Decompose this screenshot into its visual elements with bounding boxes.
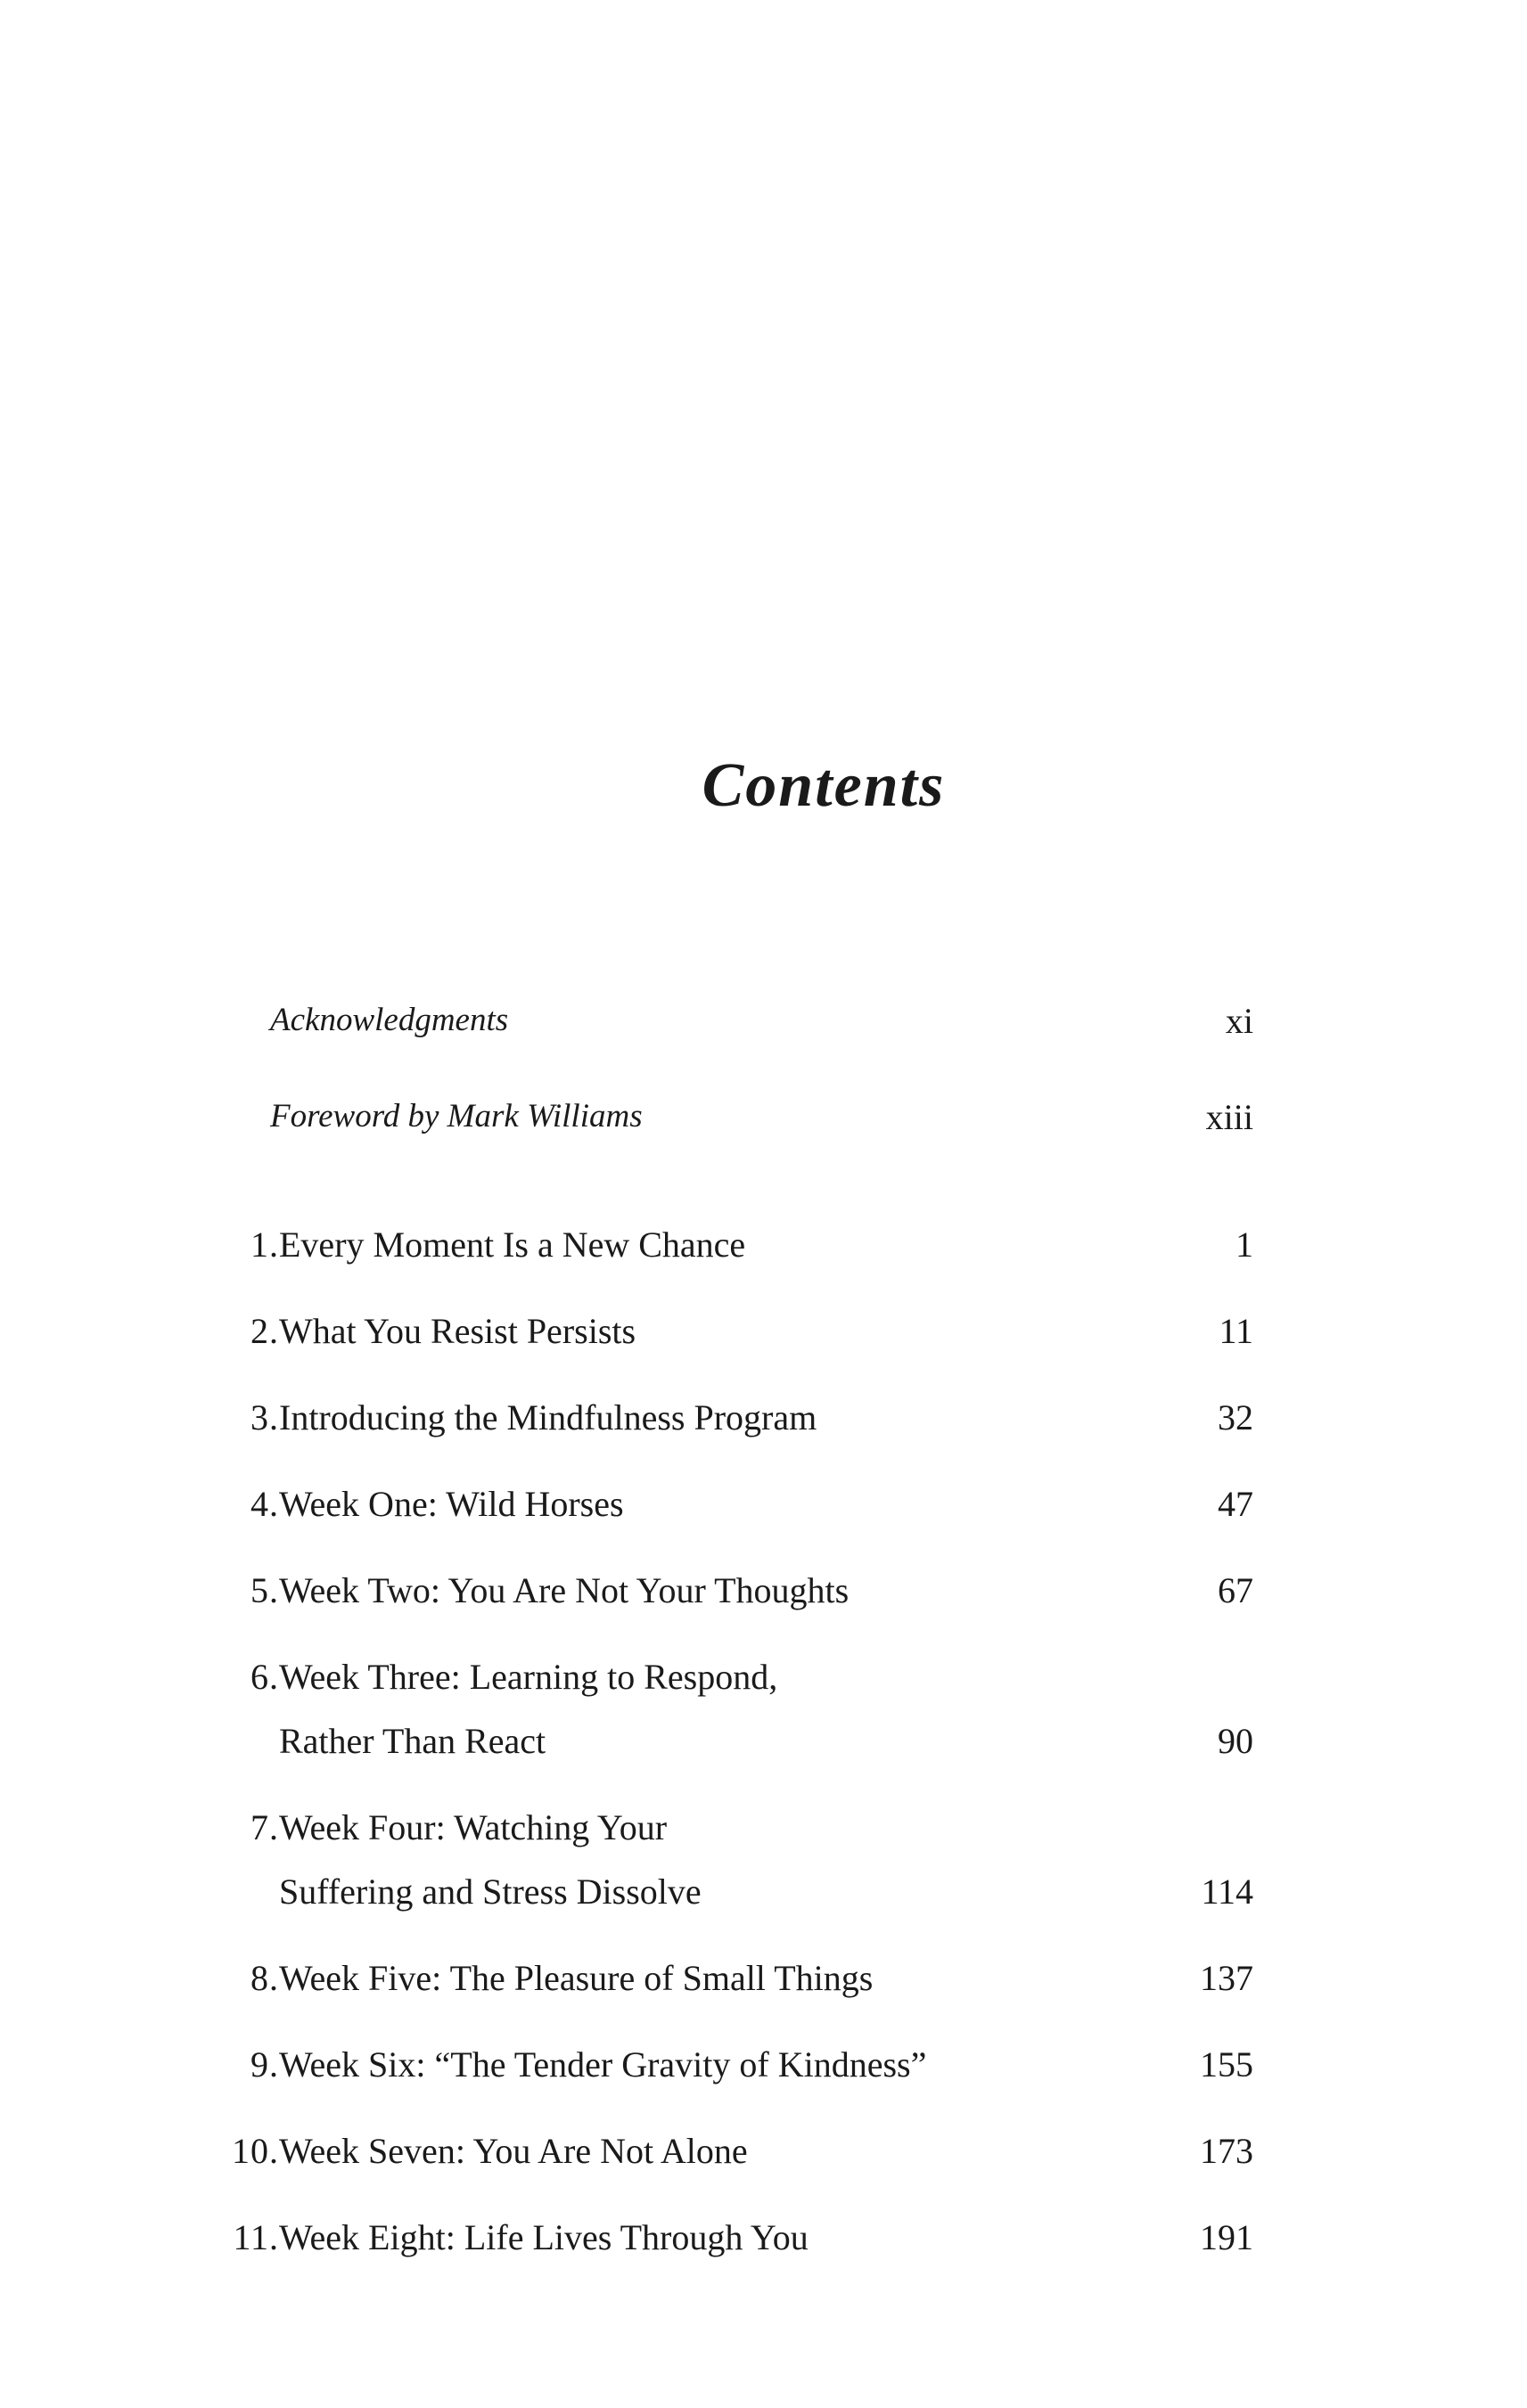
toc-entry-number: 10.	[232, 2131, 279, 2171]
toc-entry-title: Week Five: The Pleasure of Small Things	[279, 1958, 874, 1998]
toc-entry-page: 137	[1200, 1958, 1253, 1998]
toc-entry-page: 47	[1218, 1484, 1253, 1524]
toc-entry-page: 1	[1236, 1224, 1253, 1265]
toc-entry-page: 32	[1218, 1397, 1253, 1437]
toc-entry-title: Every Moment Is a New Chance	[279, 1224, 746, 1265]
toc-entry-page: 173	[1200, 2131, 1253, 2171]
toc-entry-title: What You Resist Persists	[279, 1311, 636, 1351]
toc-entry-title: Introducing the Mindfulness Program	[279, 1397, 817, 1437]
toc-entry-number: 9.	[250, 2044, 279, 2084]
toc-entry-title: Week Six: “The Tender Gravity of Kindness”	[279, 2044, 927, 2084]
toc-entry-title: Foreword by Mark Williams	[270, 1098, 643, 1134]
toc-entry-title: Acknowledgments	[270, 1002, 509, 1038]
toc-entry-number: 1.	[250, 1224, 279, 1265]
toc-entry-page: 90	[1218, 1721, 1253, 1761]
toc-entry-number: 6.	[250, 1657, 279, 1697]
toc-entry-title: Week Two: You Are Not Your Thoughts	[279, 1570, 850, 1610]
toc-entry-title: Week One: Wild Horses	[279, 1484, 624, 1524]
toc-entry-title-line1: Week Four: Watching Your	[279, 1807, 668, 1847]
toc-entry-title-line2: Suffering and Stress Dissolve	[279, 1872, 702, 1912]
toc-entry-number: 8.	[250, 1958, 279, 1998]
page-title: Contents	[702, 750, 946, 820]
toc-entry-number: 11.	[233, 2217, 279, 2257]
toc-entry-number: 2.	[250, 1311, 279, 1351]
toc-entry-page: xiii	[1205, 1097, 1253, 1137]
toc-entry-page: 191	[1200, 2217, 1253, 2257]
toc-entry-number: 5.	[250, 1570, 279, 1610]
toc-entry-number: 4.	[250, 1484, 279, 1524]
toc-entry-page: xi	[1225, 1001, 1253, 1041]
toc-entry-page: 11	[1219, 1311, 1253, 1351]
toc-entry-page: 155	[1200, 2044, 1253, 2084]
toc-entry-title: Week Seven: You Are Not Alone	[279, 2131, 748, 2171]
toc-entry-title-line2: Rather Than React	[279, 1721, 546, 1761]
toc-entry-title: Week Eight: Life Lives Through You	[279, 2217, 809, 2257]
toc-entry-page: 67	[1218, 1570, 1253, 1610]
toc-entry-number: 7.	[250, 1807, 279, 1847]
toc-entry-page: 114	[1201, 1872, 1253, 1912]
toc-entry-number: 3.	[250, 1397, 279, 1437]
toc-entry-title-line1: Week Three: Learning to Respond,	[279, 1657, 778, 1697]
